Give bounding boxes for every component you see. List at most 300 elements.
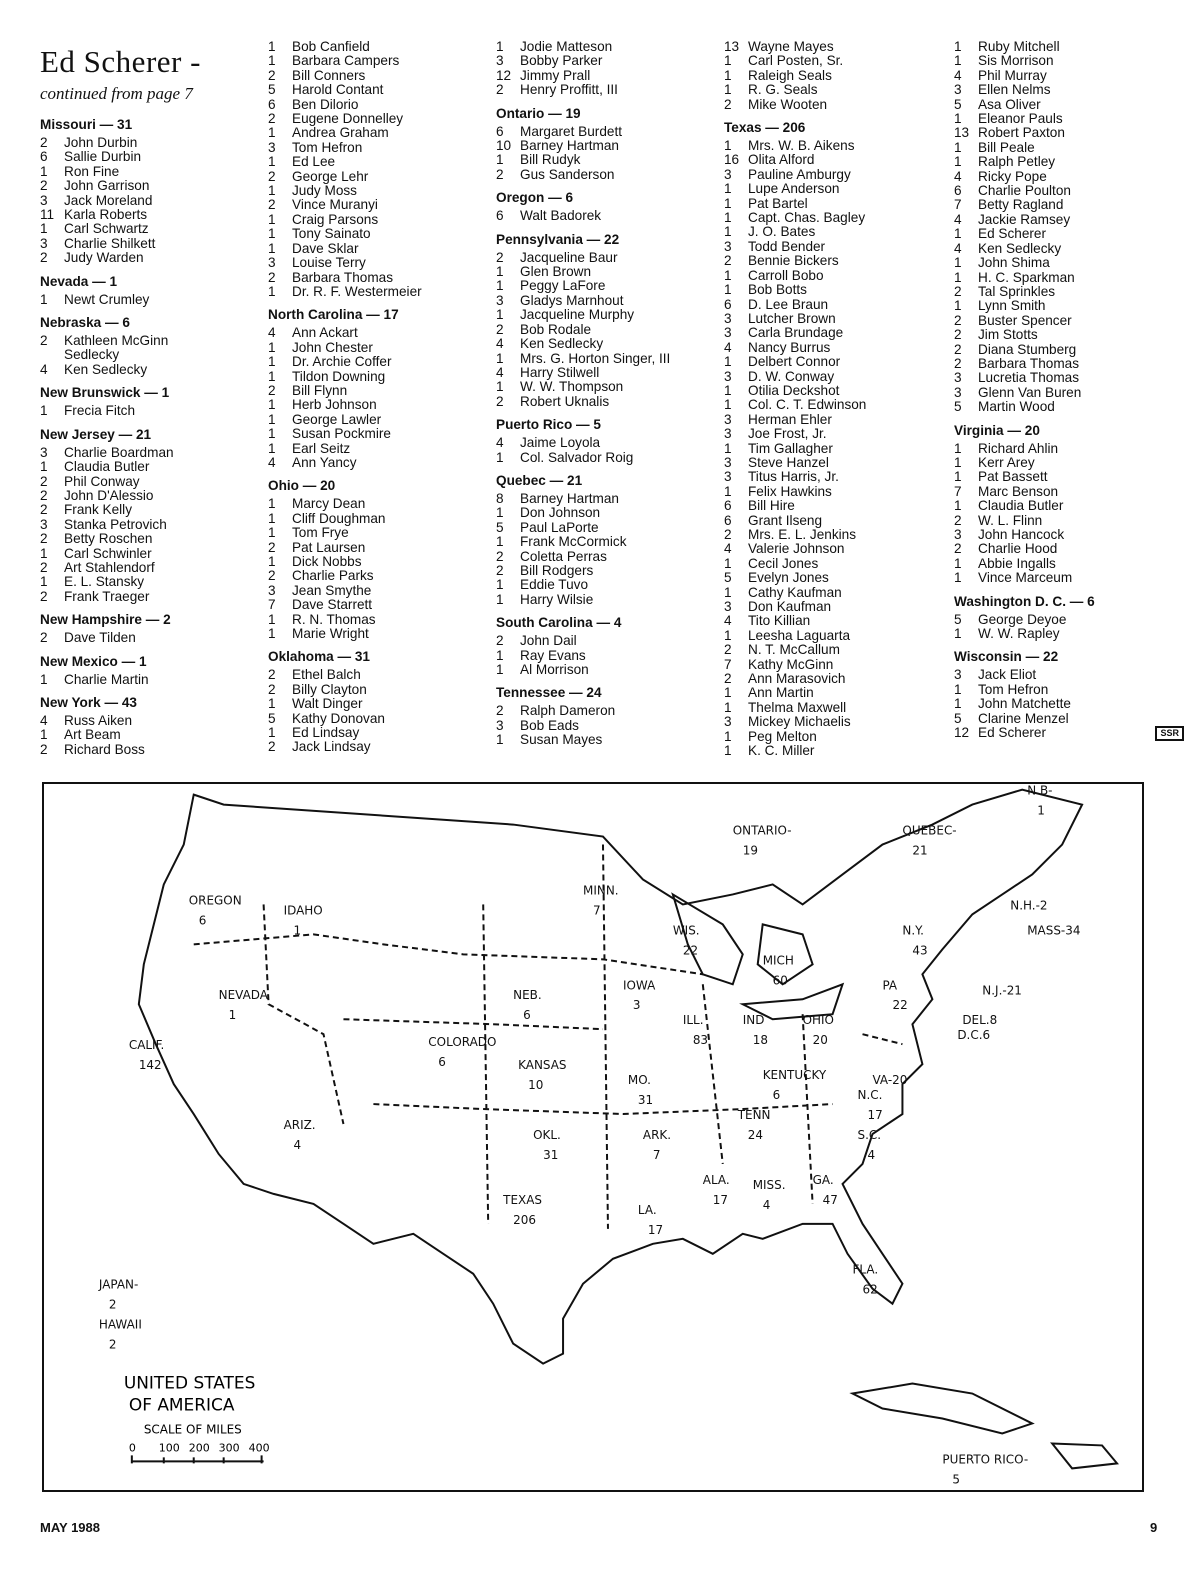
entry-name: Don Kaufman bbox=[748, 599, 832, 615]
entry-row bbox=[40, 136, 250, 150]
state-section bbox=[40, 385, 250, 418]
entry-count: 6 bbox=[724, 296, 732, 312]
entry-count: 6 bbox=[954, 183, 962, 199]
entry-name: John Chester bbox=[292, 339, 373, 355]
map-region-count: 10 bbox=[528, 1078, 544, 1093]
entry-row bbox=[954, 528, 1184, 542]
column-5 bbox=[954, 40, 1184, 749]
map-region-count: 4 bbox=[293, 1137, 302, 1152]
entry-name: Glen Brown bbox=[520, 264, 592, 280]
entry-row bbox=[724, 514, 944, 528]
entry-count: 3 bbox=[724, 411, 732, 427]
entry-row bbox=[268, 213, 486, 227]
entry-count: 2 bbox=[496, 633, 504, 649]
entry-row bbox=[40, 404, 250, 418]
entry-row bbox=[40, 489, 250, 503]
entry-count: 1 bbox=[724, 483, 732, 499]
state-section bbox=[40, 315, 250, 377]
entry-count: 5 bbox=[268, 82, 276, 98]
map-region-label: MISS. bbox=[752, 1177, 786, 1192]
entry-row bbox=[40, 743, 250, 757]
entry-count: 2 bbox=[268, 111, 276, 127]
map-region-count: 4 bbox=[762, 1197, 771, 1212]
entry-name: Judy Moss bbox=[292, 183, 357, 199]
entry-name: Karla Roberts bbox=[64, 207, 148, 223]
entry-name: W. W. Rapley bbox=[978, 626, 1060, 642]
entry-count: 3 bbox=[954, 370, 962, 386]
map-region-label: GA. bbox=[812, 1172, 834, 1187]
entry-name: Ralph Petley bbox=[978, 154, 1056, 170]
entry-name: Dr. Archie Coffer bbox=[292, 354, 392, 370]
entry-name: Dave Tilden bbox=[64, 630, 136, 646]
state-heading: Quebec — 21 bbox=[496, 472, 583, 488]
entry-name: Jim Stotts bbox=[978, 327, 1038, 343]
map-region-label: COLORADO bbox=[428, 1035, 497, 1050]
map-region-count: 31 bbox=[637, 1093, 654, 1108]
entry-count: 7 bbox=[268, 597, 276, 613]
entry-name: Jimmy Prall bbox=[520, 67, 591, 83]
map-region-count: 206 bbox=[513, 1212, 537, 1227]
entry-row bbox=[268, 69, 486, 83]
entry-name: Todd Bender bbox=[748, 238, 826, 254]
state-section bbox=[40, 427, 250, 604]
entry-row bbox=[496, 719, 716, 733]
entry-row bbox=[496, 308, 716, 322]
entry-name: Charlie Poulton bbox=[978, 183, 1071, 199]
entry-row bbox=[268, 384, 486, 398]
entry-row bbox=[954, 242, 1184, 256]
entry-count: 2 bbox=[724, 671, 732, 687]
entry-name: Jacqueline Murphy bbox=[520, 307, 635, 323]
entry-count: 4 bbox=[724, 613, 732, 629]
entry-name: Barbara Thomas bbox=[292, 269, 393, 285]
entry-row bbox=[268, 271, 486, 285]
entry-count: 1 bbox=[954, 555, 962, 571]
map-scale-label: SCALE OF MILES bbox=[143, 1422, 242, 1437]
entry-count: 3 bbox=[724, 166, 732, 182]
state-heading: Ontario — 19 bbox=[496, 105, 581, 121]
entry-row bbox=[954, 571, 1184, 585]
entry-count: 12 bbox=[954, 725, 970, 741]
entry-count: 1 bbox=[724, 82, 732, 98]
entry-row bbox=[724, 557, 944, 571]
entry-name: Peggy LaFore bbox=[520, 278, 606, 294]
entry-name: Marc Benson bbox=[978, 483, 1059, 499]
entry-name: W. W. Thompson bbox=[520, 379, 624, 395]
entry-row bbox=[40, 728, 250, 742]
entry-count: 4 bbox=[954, 211, 962, 227]
entry-name: E. L. Stansky bbox=[64, 574, 145, 590]
map-region-count: 60 bbox=[772, 973, 788, 988]
entry-count: 2 bbox=[268, 739, 276, 755]
entry-row bbox=[268, 683, 486, 697]
entry-name: Gus Sanderson bbox=[520, 166, 615, 182]
entry-name: George Lehr bbox=[292, 168, 369, 184]
entry-count: 1 bbox=[954, 626, 962, 642]
entry-count: 3 bbox=[724, 454, 732, 470]
entry-count: 1 bbox=[954, 681, 962, 697]
state-heading: Nebraska — 6 bbox=[40, 315, 130, 331]
entry-row bbox=[496, 492, 716, 506]
entry-row bbox=[954, 627, 1184, 641]
entry-count: 3 bbox=[268, 139, 276, 155]
entry-row bbox=[496, 436, 716, 450]
entry-name: Bill Hire bbox=[748, 498, 795, 514]
entry-row bbox=[40, 165, 250, 179]
entry-row bbox=[954, 668, 1184, 682]
state-section bbox=[954, 649, 1184, 741]
entry-name: John Hancock bbox=[978, 527, 1065, 542]
entry-name: Lynn Smith bbox=[978, 298, 1046, 314]
entry-name: Charlie Boardman bbox=[64, 444, 174, 460]
entry-row bbox=[724, 571, 944, 585]
entry-name: Mrs. W. B. Aikens bbox=[748, 138, 855, 154]
map-scale-tick: 400 bbox=[248, 1441, 270, 1455]
map-region-label: N.Y. bbox=[902, 923, 924, 938]
entry-name: R. N. Thomas bbox=[292, 611, 376, 627]
entry-count: 1 bbox=[268, 696, 276, 712]
map-scale-tick: 300 bbox=[218, 1441, 240, 1455]
entry-name: Pat Laursen bbox=[292, 539, 366, 555]
state-heading: Virginia — 20 bbox=[954, 422, 1040, 438]
entry-count: 6 bbox=[496, 208, 504, 224]
entry-count: 1 bbox=[268, 125, 276, 141]
entry-count: 1 bbox=[724, 224, 732, 240]
entry-count: 6 bbox=[724, 498, 732, 514]
map-region-count: 1 bbox=[1037, 803, 1045, 818]
entry-row bbox=[724, 355, 944, 369]
entry-name: Valerie Johnson bbox=[748, 541, 845, 557]
entry-name: Wayne Mayes bbox=[748, 39, 834, 54]
entry-row bbox=[496, 294, 716, 308]
entry-row bbox=[954, 314, 1184, 328]
entry-count: 2 bbox=[40, 178, 48, 194]
entry-count: 2 bbox=[40, 250, 48, 266]
entry-count: 2 bbox=[496, 562, 504, 578]
map-region-count: 83 bbox=[692, 1033, 709, 1048]
entry-count: 2 bbox=[40, 487, 48, 503]
entry-row bbox=[954, 343, 1184, 357]
entry-count: 2 bbox=[496, 166, 504, 182]
entry-name: Grant Ilseng bbox=[748, 512, 823, 528]
entry-name: Sedlecky bbox=[64, 347, 120, 363]
entry-count: 3 bbox=[40, 444, 48, 460]
entry-count: 1 bbox=[954, 255, 962, 271]
entry-name: Claudia Butler bbox=[64, 459, 150, 475]
entry-row bbox=[954, 485, 1184, 499]
entry-name: John Garrison bbox=[64, 178, 150, 194]
entry-row bbox=[40, 714, 250, 728]
entry-name: Ben Dilorio bbox=[292, 96, 359, 112]
entry-count: 3 bbox=[496, 53, 504, 69]
state-section bbox=[496, 615, 716, 677]
entry-row bbox=[954, 726, 1184, 741]
entry-row bbox=[40, 590, 250, 604]
entry-row bbox=[954, 184, 1184, 198]
entry-row bbox=[724, 586, 944, 600]
entry-count: 1 bbox=[40, 163, 48, 179]
entry-name: Judy Warden bbox=[64, 250, 144, 266]
entry-row bbox=[724, 398, 944, 412]
entry-count: 1 bbox=[724, 53, 732, 69]
entry-name: Jaime Loyola bbox=[520, 435, 601, 451]
entry-row bbox=[268, 112, 486, 126]
entry-name: Carla Brundage bbox=[748, 325, 844, 341]
entry-name: Bill Conners bbox=[292, 67, 366, 83]
entry-name: Eugene Donnelley bbox=[292, 111, 404, 127]
entry-count: 3 bbox=[40, 235, 48, 251]
entry-row bbox=[724, 269, 944, 283]
entry-name: H. C. Sparkman bbox=[978, 269, 1075, 285]
map-region-count: 6 bbox=[523, 1008, 531, 1023]
entry-row bbox=[268, 141, 486, 155]
entry-row bbox=[40, 363, 250, 377]
entry-row bbox=[268, 83, 486, 97]
entry-row bbox=[724, 326, 944, 340]
entry-name: Ron Fine bbox=[64, 163, 120, 179]
entry-count: 3 bbox=[40, 192, 48, 208]
entry-name: Susan Pockmire bbox=[292, 426, 391, 442]
entry-row bbox=[954, 499, 1184, 513]
entry-row bbox=[954, 514, 1184, 528]
entry-name: Ed Lindsay bbox=[292, 725, 360, 741]
entry-name: Bob Canfield bbox=[292, 39, 370, 54]
entry-name: Titus Harris, Jr. bbox=[748, 469, 839, 485]
entry-row bbox=[496, 649, 716, 663]
entry-name: R. G. Seals bbox=[748, 82, 818, 98]
entry-count: 1 bbox=[496, 505, 504, 521]
map-region-label: MICH bbox=[762, 953, 794, 968]
entry-row bbox=[268, 198, 486, 212]
entry-row bbox=[496, 521, 716, 535]
entry-count: 4 bbox=[954, 67, 962, 83]
entry-count: 1 bbox=[268, 240, 276, 256]
entry-name: John Dail bbox=[520, 633, 577, 649]
entry-name: Kerr Arey bbox=[978, 454, 1035, 470]
entry-name: Harry Stilwell bbox=[520, 364, 600, 380]
entry-row bbox=[40, 251, 250, 265]
entry-name: Tom Hefron bbox=[978, 681, 1049, 697]
entry-name: Col. C. T. Edwinson bbox=[748, 397, 867, 413]
entry-row bbox=[724, 658, 944, 672]
entry-name: D. W. Conway bbox=[748, 368, 835, 384]
map-region-label: CALIF. bbox=[128, 1038, 165, 1053]
entry-name: Newt Crumley bbox=[64, 291, 150, 307]
entry-row bbox=[954, 126, 1184, 140]
entry-row bbox=[724, 600, 944, 614]
entry-row bbox=[724, 542, 944, 556]
state-section bbox=[268, 307, 486, 470]
entry-row bbox=[40, 561, 250, 575]
entry-name: Capt. Chas. Bagley bbox=[748, 210, 866, 226]
entry-name: Bob Eads bbox=[520, 717, 579, 733]
entry-name: Ray Evans bbox=[520, 647, 586, 663]
entry-name: Kathleen McGinn bbox=[64, 333, 169, 349]
map-region-count: 6 bbox=[772, 1088, 781, 1103]
map-region-count: 1 bbox=[228, 1008, 237, 1023]
entry-count: 1 bbox=[954, 139, 962, 155]
entry-count: 2 bbox=[496, 548, 504, 564]
entry-row bbox=[954, 213, 1184, 227]
entry-count: 1 bbox=[268, 510, 276, 526]
entry-count: 6 bbox=[268, 96, 276, 112]
map-region-label: QUEBEC- bbox=[902, 823, 957, 838]
entry-count: 4 bbox=[268, 325, 276, 341]
map-region-label: MO. bbox=[627, 1073, 652, 1088]
entry-row bbox=[954, 328, 1184, 342]
entry-count: 4 bbox=[496, 364, 504, 380]
entry-row bbox=[496, 535, 716, 549]
entry-name: Thelma Maxwell bbox=[748, 699, 847, 715]
entry-name: Tildon Downing bbox=[292, 368, 386, 384]
entry-name: Clarine Menzel bbox=[978, 710, 1069, 726]
entry-count: 1 bbox=[496, 379, 504, 395]
entry-name: Ethel Balch bbox=[292, 667, 361, 683]
entry-row bbox=[724, 283, 944, 297]
entry-count: 2 bbox=[954, 355, 962, 371]
entry-name: Raleigh Seals bbox=[748, 67, 832, 83]
entry-row bbox=[496, 279, 716, 293]
state-section bbox=[40, 695, 250, 757]
state-heading: Oregon — 6 bbox=[496, 190, 574, 206]
entry-row bbox=[496, 395, 716, 409]
map-region-label: JAPAN- bbox=[98, 1277, 139, 1292]
entry-row bbox=[496, 337, 716, 351]
entry-count: 2 bbox=[40, 741, 48, 757]
state-section bbox=[724, 120, 944, 758]
entry-count: 2 bbox=[268, 197, 276, 213]
state-section bbox=[496, 232, 716, 409]
entry-name: Tom Frye bbox=[292, 525, 349, 541]
entry-row bbox=[40, 475, 250, 489]
entry-row bbox=[954, 271, 1184, 285]
entry-name: Marie Wright bbox=[292, 626, 369, 642]
entry-row bbox=[496, 506, 716, 520]
entry-name: Paul LaPorte bbox=[520, 519, 599, 535]
entry-row bbox=[268, 242, 486, 256]
state-heading: New Mexico — 1 bbox=[40, 653, 147, 669]
entry-count: 3 bbox=[724, 469, 732, 485]
entry-row bbox=[954, 227, 1184, 241]
entry-count: 2 bbox=[954, 283, 962, 299]
entry-count: 4 bbox=[268, 454, 276, 470]
entry-name: Craig Parsons bbox=[292, 211, 379, 227]
entry-row bbox=[724, 701, 944, 715]
entry-row bbox=[954, 141, 1184, 155]
entry-name: Dick Nobbs bbox=[292, 554, 362, 569]
entry-count: 1 bbox=[496, 647, 504, 663]
entry-name: K. C. Miller bbox=[748, 743, 815, 759]
entry-name: Lutcher Brown bbox=[748, 310, 836, 326]
entry-name: Dave Starrett bbox=[292, 597, 373, 613]
map-region-label: OHIO bbox=[802, 1013, 834, 1028]
map-region-label: TEXAS bbox=[503, 1192, 543, 1207]
entry-count: 1 bbox=[496, 449, 504, 465]
entry-name: Ken Sedlecky bbox=[64, 361, 148, 377]
entry-count: 8 bbox=[496, 490, 504, 506]
entry-count: 1 bbox=[496, 662, 504, 677]
entry-count: 7 bbox=[954, 197, 962, 213]
entry-count: 1 bbox=[496, 350, 504, 366]
map-region-label: DEL.8 bbox=[962, 1013, 998, 1028]
entry-row bbox=[724, 40, 944, 54]
entry-name: D. Lee Braun bbox=[748, 296, 829, 312]
entry-count: 6 bbox=[40, 149, 48, 165]
entry-row bbox=[40, 631, 250, 645]
entry-row bbox=[954, 470, 1184, 484]
entry-count: 1 bbox=[268, 339, 276, 355]
column-4 bbox=[724, 40, 944, 767]
map-region-count: 7 bbox=[593, 903, 601, 918]
entry-count: 5 bbox=[268, 710, 276, 726]
entry-count: 2 bbox=[40, 135, 48, 150]
entry-count: 1 bbox=[40, 671, 48, 687]
entry-row bbox=[954, 98, 1184, 112]
entry-name: Don Johnson bbox=[520, 505, 601, 521]
entry-name: Eleanor Pauls bbox=[978, 111, 1063, 127]
entry-count: 2 bbox=[954, 327, 962, 343]
state-heading: Tennessee — 24 bbox=[496, 685, 602, 701]
entry-row bbox=[724, 254, 944, 268]
map-region-label: KANSAS bbox=[518, 1058, 567, 1073]
state-heading: Missouri — 31 bbox=[40, 117, 133, 132]
entry-name: Tony Sainato bbox=[292, 226, 371, 242]
entry-count: 1 bbox=[268, 211, 276, 227]
entry-count: 2 bbox=[40, 630, 48, 646]
entry-name: Peg Melton bbox=[748, 728, 817, 744]
entry-row bbox=[496, 550, 716, 564]
map-region-count: 31 bbox=[543, 1147, 559, 1162]
entry-count: 1 bbox=[496, 278, 504, 294]
entry-name: Lucretia Thomas bbox=[978, 370, 1079, 386]
map-region-count: 21 bbox=[912, 843, 928, 858]
entry-name: Herman Ehler bbox=[748, 411, 832, 427]
entry-name: Andrea Graham bbox=[292, 125, 389, 141]
entry-row bbox=[724, 643, 944, 657]
entry-name: George Deyoe bbox=[978, 611, 1067, 627]
entry-row bbox=[40, 460, 250, 474]
entry-name: Barbara Thomas bbox=[978, 355, 1079, 371]
entry-row bbox=[268, 398, 486, 412]
map-scale-bar bbox=[132, 1455, 264, 1463]
entry-count: 3 bbox=[724, 325, 732, 341]
state-section bbox=[40, 117, 250, 266]
entry-name: Delbert Connor bbox=[748, 354, 841, 370]
state-section bbox=[496, 473, 716, 607]
map-region-count: 62 bbox=[862, 1282, 878, 1297]
entry-row bbox=[724, 470, 944, 484]
entry-row bbox=[954, 557, 1184, 571]
entry-row bbox=[40, 532, 250, 546]
entry-count: 1 bbox=[954, 570, 962, 586]
map-region-label: ARK. bbox=[642, 1127, 672, 1142]
entry-row bbox=[268, 285, 486, 299]
state-heading: Pennsylvania — 22 bbox=[496, 231, 620, 247]
entry-row bbox=[268, 54, 486, 68]
entry-row bbox=[496, 168, 716, 182]
entry-count: 2 bbox=[724, 96, 732, 112]
entry-row bbox=[724, 370, 944, 384]
entry-name: Cathy Kaufman bbox=[748, 584, 842, 600]
map-region-count: 19 bbox=[742, 843, 758, 858]
state-heading: Ohio — 20 bbox=[268, 478, 336, 494]
entry-name: Tal Sprinkles bbox=[978, 283, 1056, 299]
entry-row bbox=[724, 298, 944, 312]
entry-name: Margaret Burdett bbox=[520, 123, 622, 139]
entry-count: 3 bbox=[40, 516, 48, 532]
entry-row bbox=[724, 153, 944, 167]
entry-name: Gladys Marnhout bbox=[520, 292, 624, 308]
